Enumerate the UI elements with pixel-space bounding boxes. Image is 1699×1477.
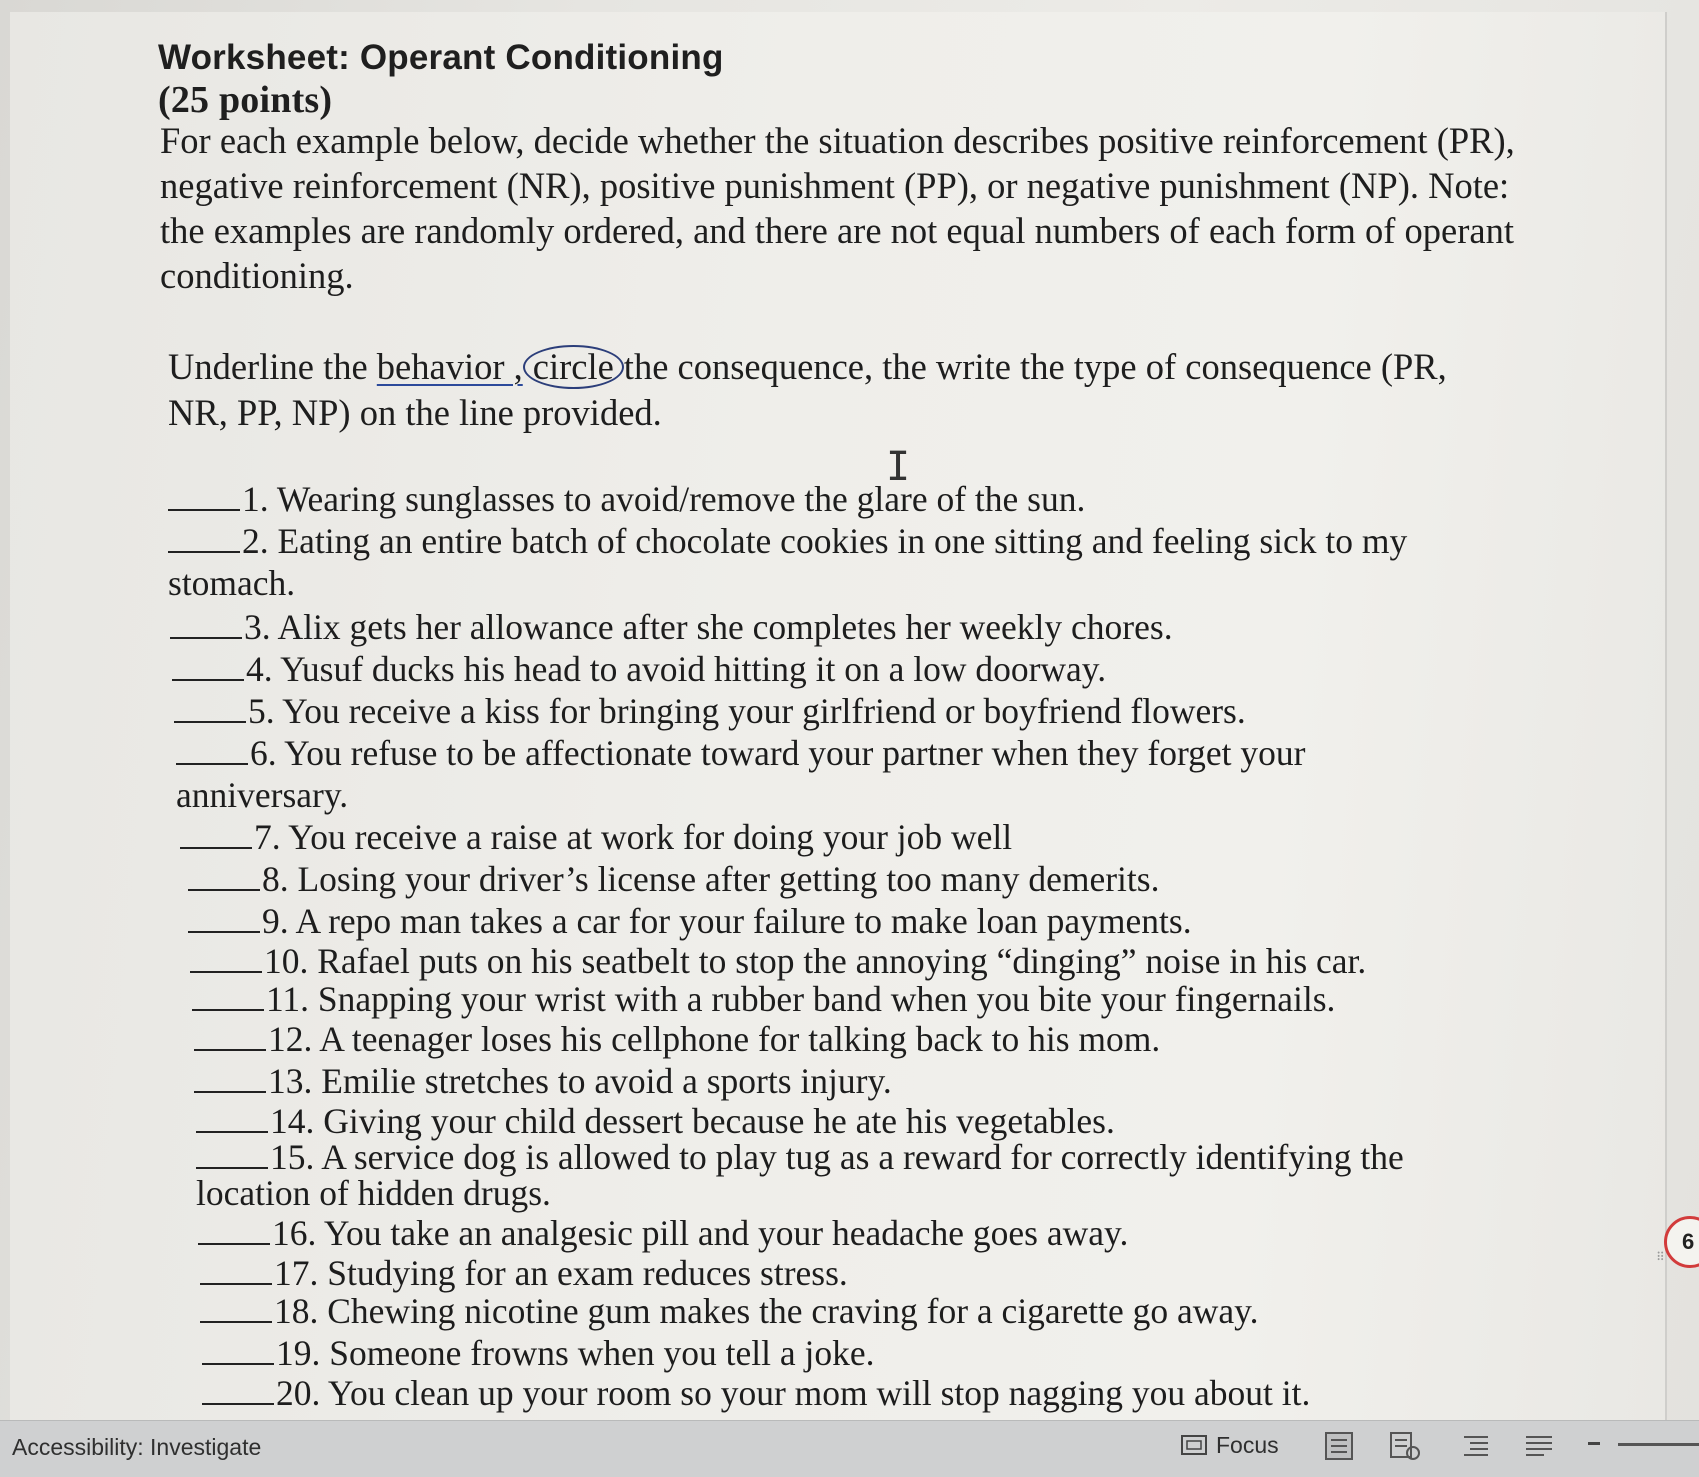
answer-blank[interactable]	[196, 1103, 268, 1133]
item-4[interactable]: 4. Yusuf ducks his head to avoid hitting it on a low doorway.	[172, 648, 1106, 690]
worksheet-title: Worksheet: Operant Conditioning	[158, 38, 724, 77]
circle-annotation: circle	[523, 345, 624, 389]
grip-icon: ⠿	[1656, 1250, 1665, 1264]
intro-paragraph: For each example below, decide whether the situation describes positive reinforcement (PR), negative reinforcement (NR), positive punishment (PP), or negative punishment (NP). Note: the examples are randomly ordered, and there are not equal numbers of each form of operant conditioning.	[160, 120, 1515, 296]
item-6-cont: anniversary.	[176, 775, 349, 815]
item-18[interactable]: 18. Chewing nicotine gum makes the craving for a cigarette go away.	[200, 1290, 1258, 1332]
answer-blank[interactable]	[190, 943, 262, 973]
behavior-underlined: behavior ,	[376, 346, 523, 387]
answer-blank[interactable]	[198, 1215, 270, 1245]
answer-blank[interactable]	[202, 1375, 274, 1405]
answer-blank[interactable]	[180, 819, 252, 849]
item-10[interactable]: 10. Rafael puts on his seatbelt to stop the annoying “dinging” noise in his car.	[190, 940, 1366, 982]
answer-blank[interactable]	[170, 609, 242, 639]
item-19[interactable]: 19. Someone frowns when you tell a joke.	[202, 1332, 874, 1374]
item-9[interactable]: 9. A repo man takes a car for your failure to make loan payments.	[188, 900, 1192, 942]
instruction-text-2: the consequence, the write the type of consequence (PR,	[623, 346, 1447, 387]
item-1[interactable]: 1. Wearing sunglasses to avoid/remove the glare of the sun.	[168, 478, 1085, 520]
focus-label: Focus	[1216, 1431, 1279, 1458]
item-12[interactable]: 12. A teenager loses his cellphone for talking back to his mom.	[194, 1018, 1160, 1060]
answer-blank[interactable]	[172, 651, 244, 681]
print-layout-icon[interactable]	[1322, 1431, 1356, 1461]
item-8[interactable]: 8. Losing your driver’s license after getting too many demerits.	[188, 858, 1159, 900]
answer-blank[interactable]	[168, 523, 240, 553]
item-14[interactable]: 14. Giving your child dessert because he ate his vegetables.	[196, 1100, 1115, 1142]
item-3[interactable]: 3. Alix gets her allowance after she completes her weekly chores.	[170, 606, 1173, 648]
answer-blank[interactable]	[176, 735, 248, 765]
zoom-slider[interactable]	[1618, 1443, 1699, 1446]
answer-blank[interactable]	[202, 1335, 274, 1365]
answer-blank[interactable]	[192, 981, 264, 1011]
answer-blank[interactable]	[188, 861, 260, 891]
answer-blank[interactable]	[200, 1255, 272, 1285]
outline-icon[interactable]	[1460, 1431, 1494, 1461]
document-page[interactable]	[10, 12, 1667, 1420]
answer-blank[interactable]	[174, 693, 246, 723]
item-15-cont: location of hidden drugs.	[196, 1173, 551, 1213]
item-2-cont: stomach.	[168, 563, 296, 603]
answer-blank[interactable]	[168, 481, 240, 511]
item-15[interactable]: 15. A service dog is allowed to play tug as a reward for correctly identifying the	[196, 1136, 1404, 1178]
item-5[interactable]: 5. You receive a kiss for bringing your girlfriend or boyfriend flowers.	[174, 690, 1246, 732]
focus-icon	[1180, 1433, 1208, 1457]
answer-blank[interactable]	[188, 903, 260, 933]
item-17[interactable]: 17. Studying for an exam reduces stress.	[200, 1252, 848, 1294]
item-20[interactable]: 20. You clean up your room so your mom will stop nagging you about it.	[202, 1372, 1310, 1414]
answer-blank[interactable]	[196, 1139, 268, 1169]
text-cursor-icon: I	[886, 444, 911, 490]
item-2[interactable]: 2. Eating an entire batch of chocolate cookies in one sitting and feeling sick to my	[168, 520, 1407, 562]
read-mode-icon[interactable]	[1388, 1431, 1422, 1461]
item-6[interactable]: 6. You refuse to be affectionate toward your partner when they forget your	[176, 732, 1305, 774]
focus-button[interactable]	[1180, 1429, 1279, 1461]
item-7[interactable]: 7. You receive a raise at work for doing your job well	[180, 816, 1012, 858]
page-count-badge[interactable]: 6	[1664, 1216, 1699, 1268]
zoom-out-icon[interactable]	[1588, 1442, 1600, 1445]
instruction-paragraph	[168, 344, 1528, 389]
draft-icon[interactable]	[1522, 1431, 1556, 1461]
status-bar	[0, 1420, 1699, 1477]
answer-blank[interactable]	[194, 1063, 266, 1093]
instruction-text-1: Underline the	[168, 346, 377, 387]
answer-blank[interactable]	[200, 1293, 272, 1323]
points-label: (25 points)	[158, 79, 333, 121]
item-16[interactable]: 16. You take an analgesic pill and your headache goes away.	[198, 1212, 1128, 1254]
item-11[interactable]: 11. Snapping your wrist with a rubber band when you bite your fingernails.	[192, 978, 1335, 1020]
accessibility-status[interactable]: Accessibility: Investigate	[12, 1434, 262, 1460]
answer-blank[interactable]	[194, 1021, 266, 1051]
item-13[interactable]: 13. Emilie stretches to avoid a sports injury.	[194, 1060, 892, 1102]
instruction-line-2: NR, PP, NP) on the line provided.	[168, 392, 662, 433]
